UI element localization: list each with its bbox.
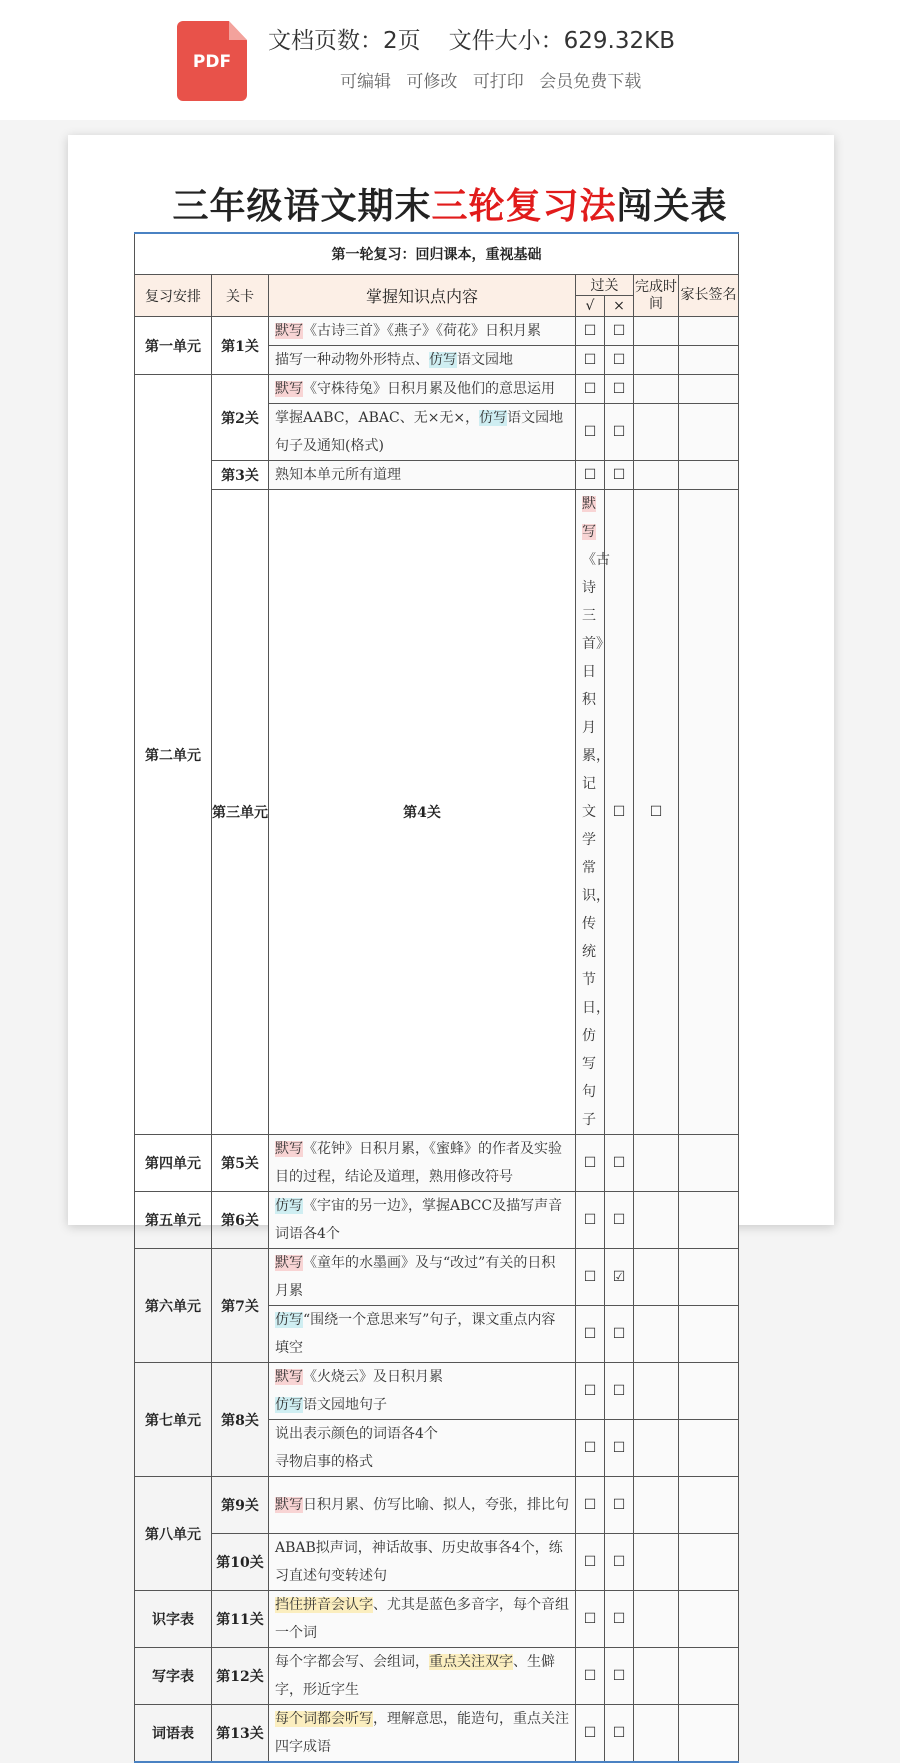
- pdf-fold-icon: [229, 21, 247, 40]
- fail-checkbox-checked[interactable]: ☑: [605, 1249, 634, 1306]
- sign-cell[interactable]: [679, 1534, 739, 1591]
- tag-editable: 可编辑: [340, 72, 391, 92]
- pdf-label: PDF: [192, 52, 232, 72]
- content-cell: ABAB拟声词，神话故事、历史故事各4个，练习直述句变转述句: [269, 1534, 576, 1591]
- tag-modifiable: 可修改: [406, 72, 458, 92]
- review-table: [134, 232, 739, 1763]
- content-cell: 说出表示颜色的词语各4个 寻物启事的格式: [269, 1420, 576, 1477]
- pass-checkbox[interactable]: ☐: [605, 490, 634, 1135]
- sign-cell[interactable]: [679, 375, 739, 404]
- fail-checkbox[interactable]: ☐: [605, 1534, 634, 1591]
- content-cell: 默写《童年的水墨画》及与“改过”有关的日积月累: [269, 1249, 576, 1306]
- col-content: 掌握知识点内容: [269, 275, 576, 317]
- done-time-cell[interactable]: [634, 404, 679, 461]
- content-cell: 描写一种动物外形特点、仿写语文园地: [269, 346, 576, 375]
- content-cell: 每个词都会听写，理解意思，能造句，重点关注四字成语: [269, 1705, 576, 1763]
- content-cell: 每个字都会写、会组词，重点关注双字、生僻字，形近字生: [269, 1648, 576, 1705]
- col-done-time: 完成时间: [634, 275, 679, 317]
- fail-checkbox[interactable]: ☐: [605, 1306, 634, 1363]
- gate-label: 第5关: [212, 1135, 269, 1192]
- page-count: 文档页数：2页: [268, 28, 421, 54]
- done-time-cell[interactable]: [634, 1648, 679, 1705]
- document-title: 三年级语文期末三轮复习法闯关表: [172, 185, 728, 227]
- unit-label: 第四单元: [135, 1135, 212, 1192]
- sign-cell[interactable]: [679, 346, 739, 375]
- sign-cell[interactable]: [679, 461, 739, 490]
- fail-checkbox[interactable]: ☐: [605, 1591, 634, 1648]
- gate-label: 第3关: [212, 461, 269, 490]
- fail-checkbox[interactable]: ☐: [605, 1705, 634, 1763]
- table-subtitle: 第一轮复习：回归课本，重视基础: [135, 233, 739, 275]
- pass-checkbox[interactable]: ☐: [576, 1534, 605, 1591]
- sign-cell[interactable]: [679, 1363, 739, 1420]
- content-cell: 挡住拼音会认字、尤其是蓝色多音字，每个音组一个词: [269, 1591, 576, 1648]
- pass-checkbox[interactable]: ☐: [576, 1192, 605, 1249]
- done-time-cell[interactable]: [634, 1192, 679, 1249]
- done-time-cell[interactable]: [634, 1306, 679, 1363]
- gate-label: 第11关: [212, 1591, 269, 1648]
- table-row: [135, 1534, 739, 1591]
- sign-cell[interactable]: [679, 1420, 739, 1477]
- title-highlight: 三轮复习法: [431, 185, 617, 227]
- unit-label: 第六单元: [135, 1249, 212, 1363]
- done-time-cell[interactable]: [634, 1534, 679, 1591]
- pass-checkbox[interactable]: ☐: [576, 461, 605, 490]
- pass-checkbox[interactable]: ☐: [576, 404, 605, 461]
- unit-label: 第二单元: [135, 375, 212, 1135]
- pass-checkbox[interactable]: ☐: [576, 346, 605, 375]
- table-row: [135, 1135, 739, 1192]
- fail-checkbox[interactable]: ☐: [605, 375, 634, 404]
- unit-label: 识字表: [135, 1591, 212, 1648]
- fail-checkbox[interactable]: ☐: [605, 1192, 634, 1249]
- fail-checkbox[interactable]: ☐: [605, 346, 634, 375]
- file-meta: [268, 22, 703, 55]
- gate-label: 第9关: [212, 1477, 269, 1534]
- fail-checkbox[interactable]: ☐: [605, 1363, 634, 1420]
- download-header: [0, 0, 900, 120]
- pass-checkbox[interactable]: ☐: [576, 1249, 605, 1306]
- sign-cell[interactable]: [679, 1591, 739, 1648]
- done-time-cell[interactable]: [679, 490, 739, 1135]
- gate-label: 第10关: [212, 1534, 269, 1591]
- sign-cell[interactable]: [679, 317, 739, 346]
- done-time-cell[interactable]: [634, 1420, 679, 1477]
- done-time-cell[interactable]: [634, 346, 679, 375]
- unit-label: 第五单元: [135, 1192, 212, 1249]
- col-cross: ×: [605, 296, 634, 317]
- pass-checkbox[interactable]: ☐: [576, 1648, 605, 1705]
- content-cell: 默写日积月累、仿写比喻、拟人，夸张，排比句: [269, 1477, 576, 1534]
- tag-printable: 可打印: [472, 72, 524, 92]
- sign-cell[interactable]: [679, 1705, 739, 1763]
- fail-checkbox[interactable]: ☐: [634, 490, 679, 1135]
- pass-checkbox[interactable]: ☐: [576, 317, 605, 346]
- feature-tags: [340, 67, 651, 92]
- content-cell: 默写《古诗三首》日积月累，记文学常识，传统节日，仿写句子: [576, 490, 605, 1135]
- done-time-cell[interactable]: [634, 1591, 679, 1648]
- done-time-cell[interactable]: [634, 317, 679, 346]
- content-cell: 默写《花钟》日积月累，《蜜蜂》的作者及实验目的过程，结论及道理，熟用修改符号: [269, 1135, 576, 1192]
- content-cell: 默写《火烧云》及日积月累 仿写语文园地句子: [269, 1363, 576, 1420]
- done-time-cell[interactable]: [634, 1363, 679, 1420]
- unit-label: 写字表: [135, 1648, 212, 1705]
- fail-checkbox[interactable]: ☐: [605, 1648, 634, 1705]
- pass-checkbox[interactable]: ☐: [576, 1705, 605, 1763]
- unit-label: 第七单元: [135, 1363, 212, 1477]
- unit-label: 词语表: [135, 1705, 212, 1763]
- table-row: [135, 1477, 739, 1534]
- gate-label: 第12关: [212, 1648, 269, 1705]
- table-row: [135, 490, 739, 1135]
- sign-cell[interactable]: [679, 1306, 739, 1363]
- done-time-cell[interactable]: [634, 1249, 679, 1306]
- pass-checkbox[interactable]: ☐: [576, 1591, 605, 1648]
- content-cell: 默写《古诗三首》《燕子》《荷花》日积月累: [269, 317, 576, 346]
- sign-cell[interactable]: [679, 404, 739, 461]
- col-check: √: [576, 296, 605, 317]
- table-row: [135, 1363, 739, 1420]
- done-time-cell[interactable]: [634, 375, 679, 404]
- col-parent-sign: 家长签名: [679, 275, 739, 317]
- table-row: [135, 375, 739, 404]
- sign-cell[interactable]: [679, 1648, 739, 1705]
- done-time-cell[interactable]: [634, 1135, 679, 1192]
- gate-label: 第1关: [212, 317, 269, 375]
- content-cell: 仿写《宇宙的另一边》，掌握ABCC及描写声音词语各4个: [269, 1192, 576, 1249]
- col-pass: 过关: [576, 275, 634, 296]
- fail-checkbox[interactable]: ☐: [605, 461, 634, 490]
- content-cell: 熟知本单元所有道理: [269, 461, 576, 490]
- sign-cell[interactable]: [679, 1135, 739, 1192]
- gate-label: 第2关: [212, 375, 269, 461]
- table-row: [135, 461, 739, 490]
- col-plan: 复习安排: [135, 275, 212, 317]
- table-row: [135, 1705, 739, 1763]
- sign-cell[interactable]: [679, 1192, 739, 1249]
- pass-checkbox[interactable]: ☐: [576, 1420, 605, 1477]
- table-row: [135, 1648, 739, 1705]
- gate-label: 第6关: [212, 1192, 269, 1249]
- fail-checkbox[interactable]: ☐: [605, 317, 634, 346]
- table-row: [135, 1249, 739, 1306]
- tag-member-download[interactable]: 会员免费下载: [539, 72, 642, 92]
- gate-label: 第8关: [212, 1363, 269, 1477]
- unit-label: 第八单元: [135, 1477, 212, 1591]
- fail-checkbox[interactable]: ☐: [605, 1135, 634, 1192]
- unit-label: 第三单元: [212, 490, 269, 1135]
- table-row: [135, 317, 739, 346]
- done-time-cell[interactable]: [634, 461, 679, 490]
- content-cell: 仿写“围绕一个意思来写”句子，课文重点内容填空: [269, 1306, 576, 1363]
- sign-cell[interactable]: [679, 1477, 739, 1534]
- fail-checkbox[interactable]: ☐: [605, 1477, 634, 1534]
- pass-checkbox[interactable]: ☐: [576, 1306, 605, 1363]
- pass-checkbox[interactable]: ☐: [576, 1477, 605, 1534]
- done-time-cell[interactable]: [634, 1477, 679, 1534]
- gate-label: 第7关: [212, 1249, 269, 1363]
- unit-label: 第一单元: [135, 317, 212, 375]
- done-time-cell[interactable]: [634, 1705, 679, 1763]
- file-size: 文件大小：629.32KB: [448, 28, 675, 54]
- content-cell: 默写《守株待兔》日积月累及他们的意思运用: [269, 375, 576, 404]
- content-cell: 掌握AABC，ABAC、无×无×，仿写语文园地句子及通知(格式): [269, 404, 576, 461]
- col-gate: 关卡: [212, 275, 269, 317]
- pass-checkbox[interactable]: ☐: [576, 1363, 605, 1420]
- table-row: [135, 1192, 739, 1249]
- gate-label: 第4关: [269, 490, 576, 1135]
- gate-label: 第13关: [212, 1705, 269, 1763]
- fail-checkbox[interactable]: ☐: [605, 1420, 634, 1477]
- table-row: [135, 1591, 739, 1648]
- pass-checkbox[interactable]: ☐: [576, 375, 605, 404]
- pass-checkbox[interactable]: ☐: [576, 1135, 605, 1192]
- fail-checkbox[interactable]: ☐: [605, 404, 634, 461]
- sign-cell[interactable]: [679, 1249, 739, 1306]
